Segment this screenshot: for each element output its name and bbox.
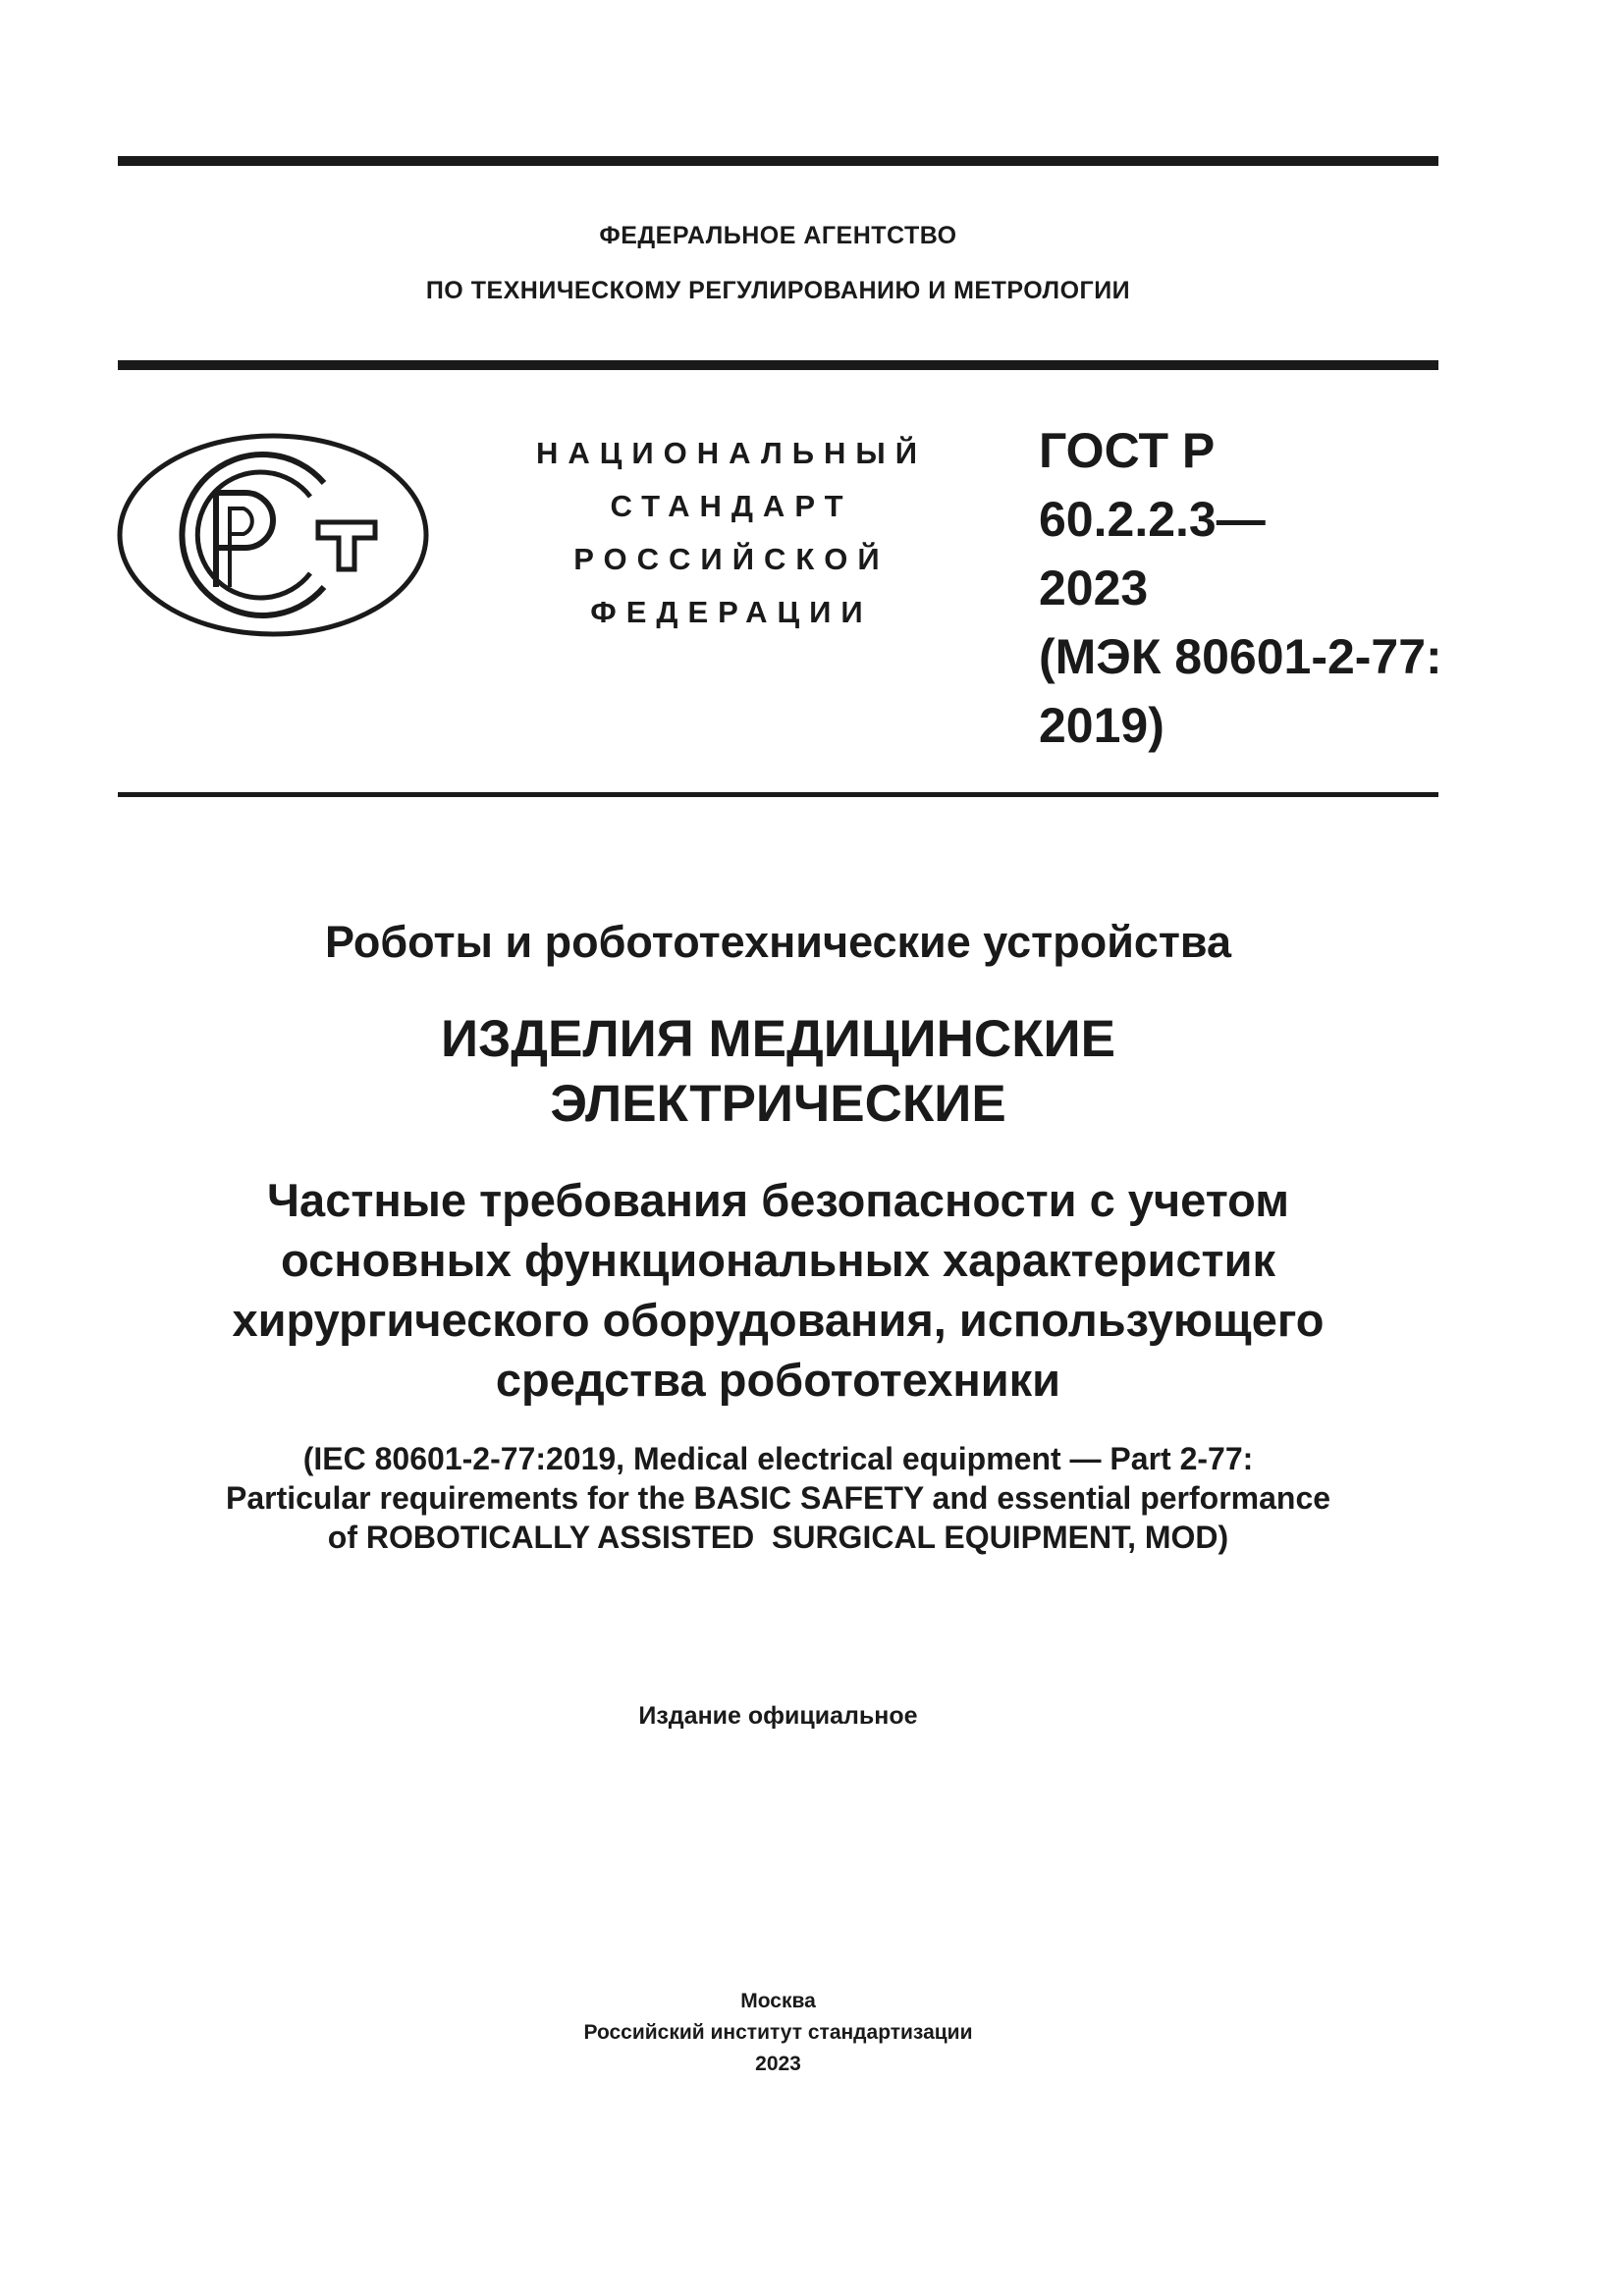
english-title-line-1: (IEC 80601-2-77:2019, Medical electrical equipment — Part 2-77: [302,1441,1254,1476]
sub-title-line-1: Частные требования безопасности с учетом [267,1174,1289,1226]
national-standard-label [501,427,962,639]
english-title-line-2: Particular requirements for the BASIC SAFETY and essential performance [225,1480,1331,1516]
designation-line-5: 2019) [1039,698,1164,753]
english-title [118,1439,1438,1557]
title-rule [118,792,1438,797]
group-title: Роботы и робототехнические устройства [324,917,1232,967]
national-line-3: РОССИЙСКОЙ [573,542,890,576]
top-rule [118,156,1438,166]
national-line-1: НАЦИОНАЛЬНЫЙ [535,436,928,470]
designation-line-1: ГОСТ Р [1039,423,1216,478]
english-title-line-3: of ROBOTICALLY ASSISTED SURGICAL EQUIPMENT, MOD) [327,1520,1229,1555]
designation-line-3: 2023 [1039,561,1149,615]
imprint-publisher: Российский институт стандартизации [583,2021,973,2044]
main-title [118,1007,1438,1137]
rst-logo-icon [116,432,430,638]
imprint [118,1986,1438,2080]
agency-name-line-2: ПО ТЕХНИЧЕСКОМУ РЕГУЛИРОВАНИЮ И МЕТРОЛОГИИ [425,277,1131,304]
imprint-city: Москва [740,1990,816,2012]
standard-designation [1039,416,1441,760]
sub-title-line-2: основных функциональных характеристик [281,1234,1275,1286]
main-title-line-2: ЭЛЕКТРИЧЕСКИЕ [550,1075,1006,1133]
main-title-line-1: ИЗДЕЛИЯ МЕДИЦИНСКИЕ [440,1010,1115,1068]
designation-line-2: 60.2.2.3— [1039,492,1266,547]
imprint-year: 2023 [755,2053,801,2075]
national-line-2: СТАНДАРТ [610,489,853,523]
national-line-4: ФЕДЕРАЦИИ [590,595,873,629]
sub-title-line-4: средства робототехники [495,1354,1061,1406]
designation-line-4: (МЭК 80601-2-77: [1039,629,1442,684]
sub-title [118,1170,1438,1410]
sub-title-line-3: хирургического оборудования, использующего [232,1294,1325,1346]
edition-label: Издание официальное [638,1702,918,1730]
agency-name-line-1: ФЕДЕРАЛЬНОЕ АГЕНТСТВО [599,222,957,249]
header-rule [118,360,1438,370]
